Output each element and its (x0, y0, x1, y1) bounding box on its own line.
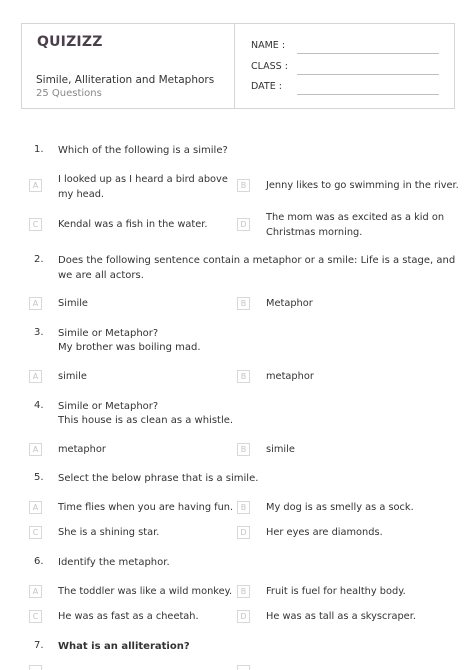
question-number: 6. (34, 556, 44, 567)
option-text: simile (266, 444, 295, 455)
name-label: NAME : (251, 40, 286, 51)
option-text: He was as tall as a skyscraper. (266, 611, 416, 622)
header-divider (234, 24, 235, 108)
question-text-line2: My brother was boiling mad. (58, 342, 201, 353)
option-letter-box[interactable]: B (237, 179, 250, 192)
option-letter-box[interactable]: D (237, 526, 250, 539)
option-text: The mom was as excited as a kid on Christmas morning. (266, 212, 445, 238)
quizizz-logo: QUIZIZZ (37, 34, 103, 50)
option-letter-box[interactable]: A (29, 297, 42, 310)
option-letter-box[interactable]: A (29, 179, 42, 192)
option-letter-box[interactable]: B (237, 297, 250, 310)
option-letter-box[interactable]: C (29, 526, 42, 539)
question-text: Identify the metaphor. (58, 557, 170, 568)
option-text: Jenny likes to go swimming in the river. (266, 180, 459, 191)
option-text: Metaphor (266, 298, 313, 309)
class-field[interactable] (251, 61, 439, 75)
worksheet-header (21, 23, 455, 109)
option-text: He was as fast as a cheetah. (58, 611, 199, 622)
worksheet-title: Simile, Alliteration and Metaphors (36, 74, 215, 86)
class-line (297, 74, 439, 75)
option-letter-box-partial (29, 665, 42, 670)
question-text-line2: This house is as clean as a whistle. (58, 415, 234, 426)
question-number: 4. (34, 400, 44, 411)
question-text-line1: Simile or Metaphor? (58, 401, 159, 412)
option-letter-box[interactable]: B (237, 501, 250, 514)
name-field[interactable] (251, 40, 439, 54)
question-text: Does the following sentence contain a metaphor or a smile: Life is a stage, and we are all actors. (58, 255, 456, 281)
option-text: My dog is as smelly as a sock. (266, 502, 414, 513)
option-text: I looked up as I heard a bird above my head. (58, 174, 228, 200)
date-field[interactable] (251, 81, 439, 95)
option-text: Time flies when you are having fun. (58, 502, 234, 513)
question-number: 2. (34, 254, 44, 265)
option-text: Her eyes are diamonds. (266, 527, 383, 538)
question-text: Select the below phrase that is a simile. (58, 473, 259, 484)
option-letter-box[interactable]: B (237, 443, 250, 456)
question-number: 5. (34, 472, 44, 483)
option-text: Fruit is fuel for healthy body. (266, 586, 406, 597)
question-text: What is an alliteration? (58, 641, 190, 652)
question-number: 3. (34, 327, 44, 338)
option-letter-box[interactable]: B (237, 585, 250, 598)
class-label: CLASS : (251, 61, 288, 72)
option-letter-box[interactable]: B (237, 370, 250, 383)
date-line (297, 94, 439, 95)
question-text-line1: Simile or Metaphor? (58, 328, 159, 339)
option-letter-box[interactable]: A (29, 370, 42, 383)
option-letter-box[interactable]: C (29, 610, 42, 623)
question-number: 1. (34, 144, 44, 155)
date-label: DATE : (251, 81, 282, 92)
question-count: 25 Questions (36, 88, 102, 99)
option-letter-box[interactable]: A (29, 443, 42, 456)
name-line (297, 53, 439, 54)
option-letter-box[interactable]: C (29, 218, 42, 231)
option-text: simile (58, 371, 87, 382)
option-text: metaphor (58, 444, 106, 455)
question-text: Which of the following is a simile? (58, 145, 228, 156)
option-letter-box[interactable]: A (29, 585, 42, 598)
option-text: She is a shining star. (58, 527, 160, 538)
option-letter-box[interactable]: D (237, 610, 250, 623)
option-letter-box[interactable]: D (237, 218, 250, 231)
option-letter-box-partial (237, 665, 250, 670)
question-number: 7. (34, 640, 44, 651)
option-text: Simile (58, 298, 88, 309)
option-text: Kendal was a fish in the water. (58, 219, 208, 230)
option-text: metaphor (266, 371, 314, 382)
option-text: The toddler was like a wild monkey. (58, 586, 233, 597)
option-letter-box[interactable]: A (29, 501, 42, 514)
